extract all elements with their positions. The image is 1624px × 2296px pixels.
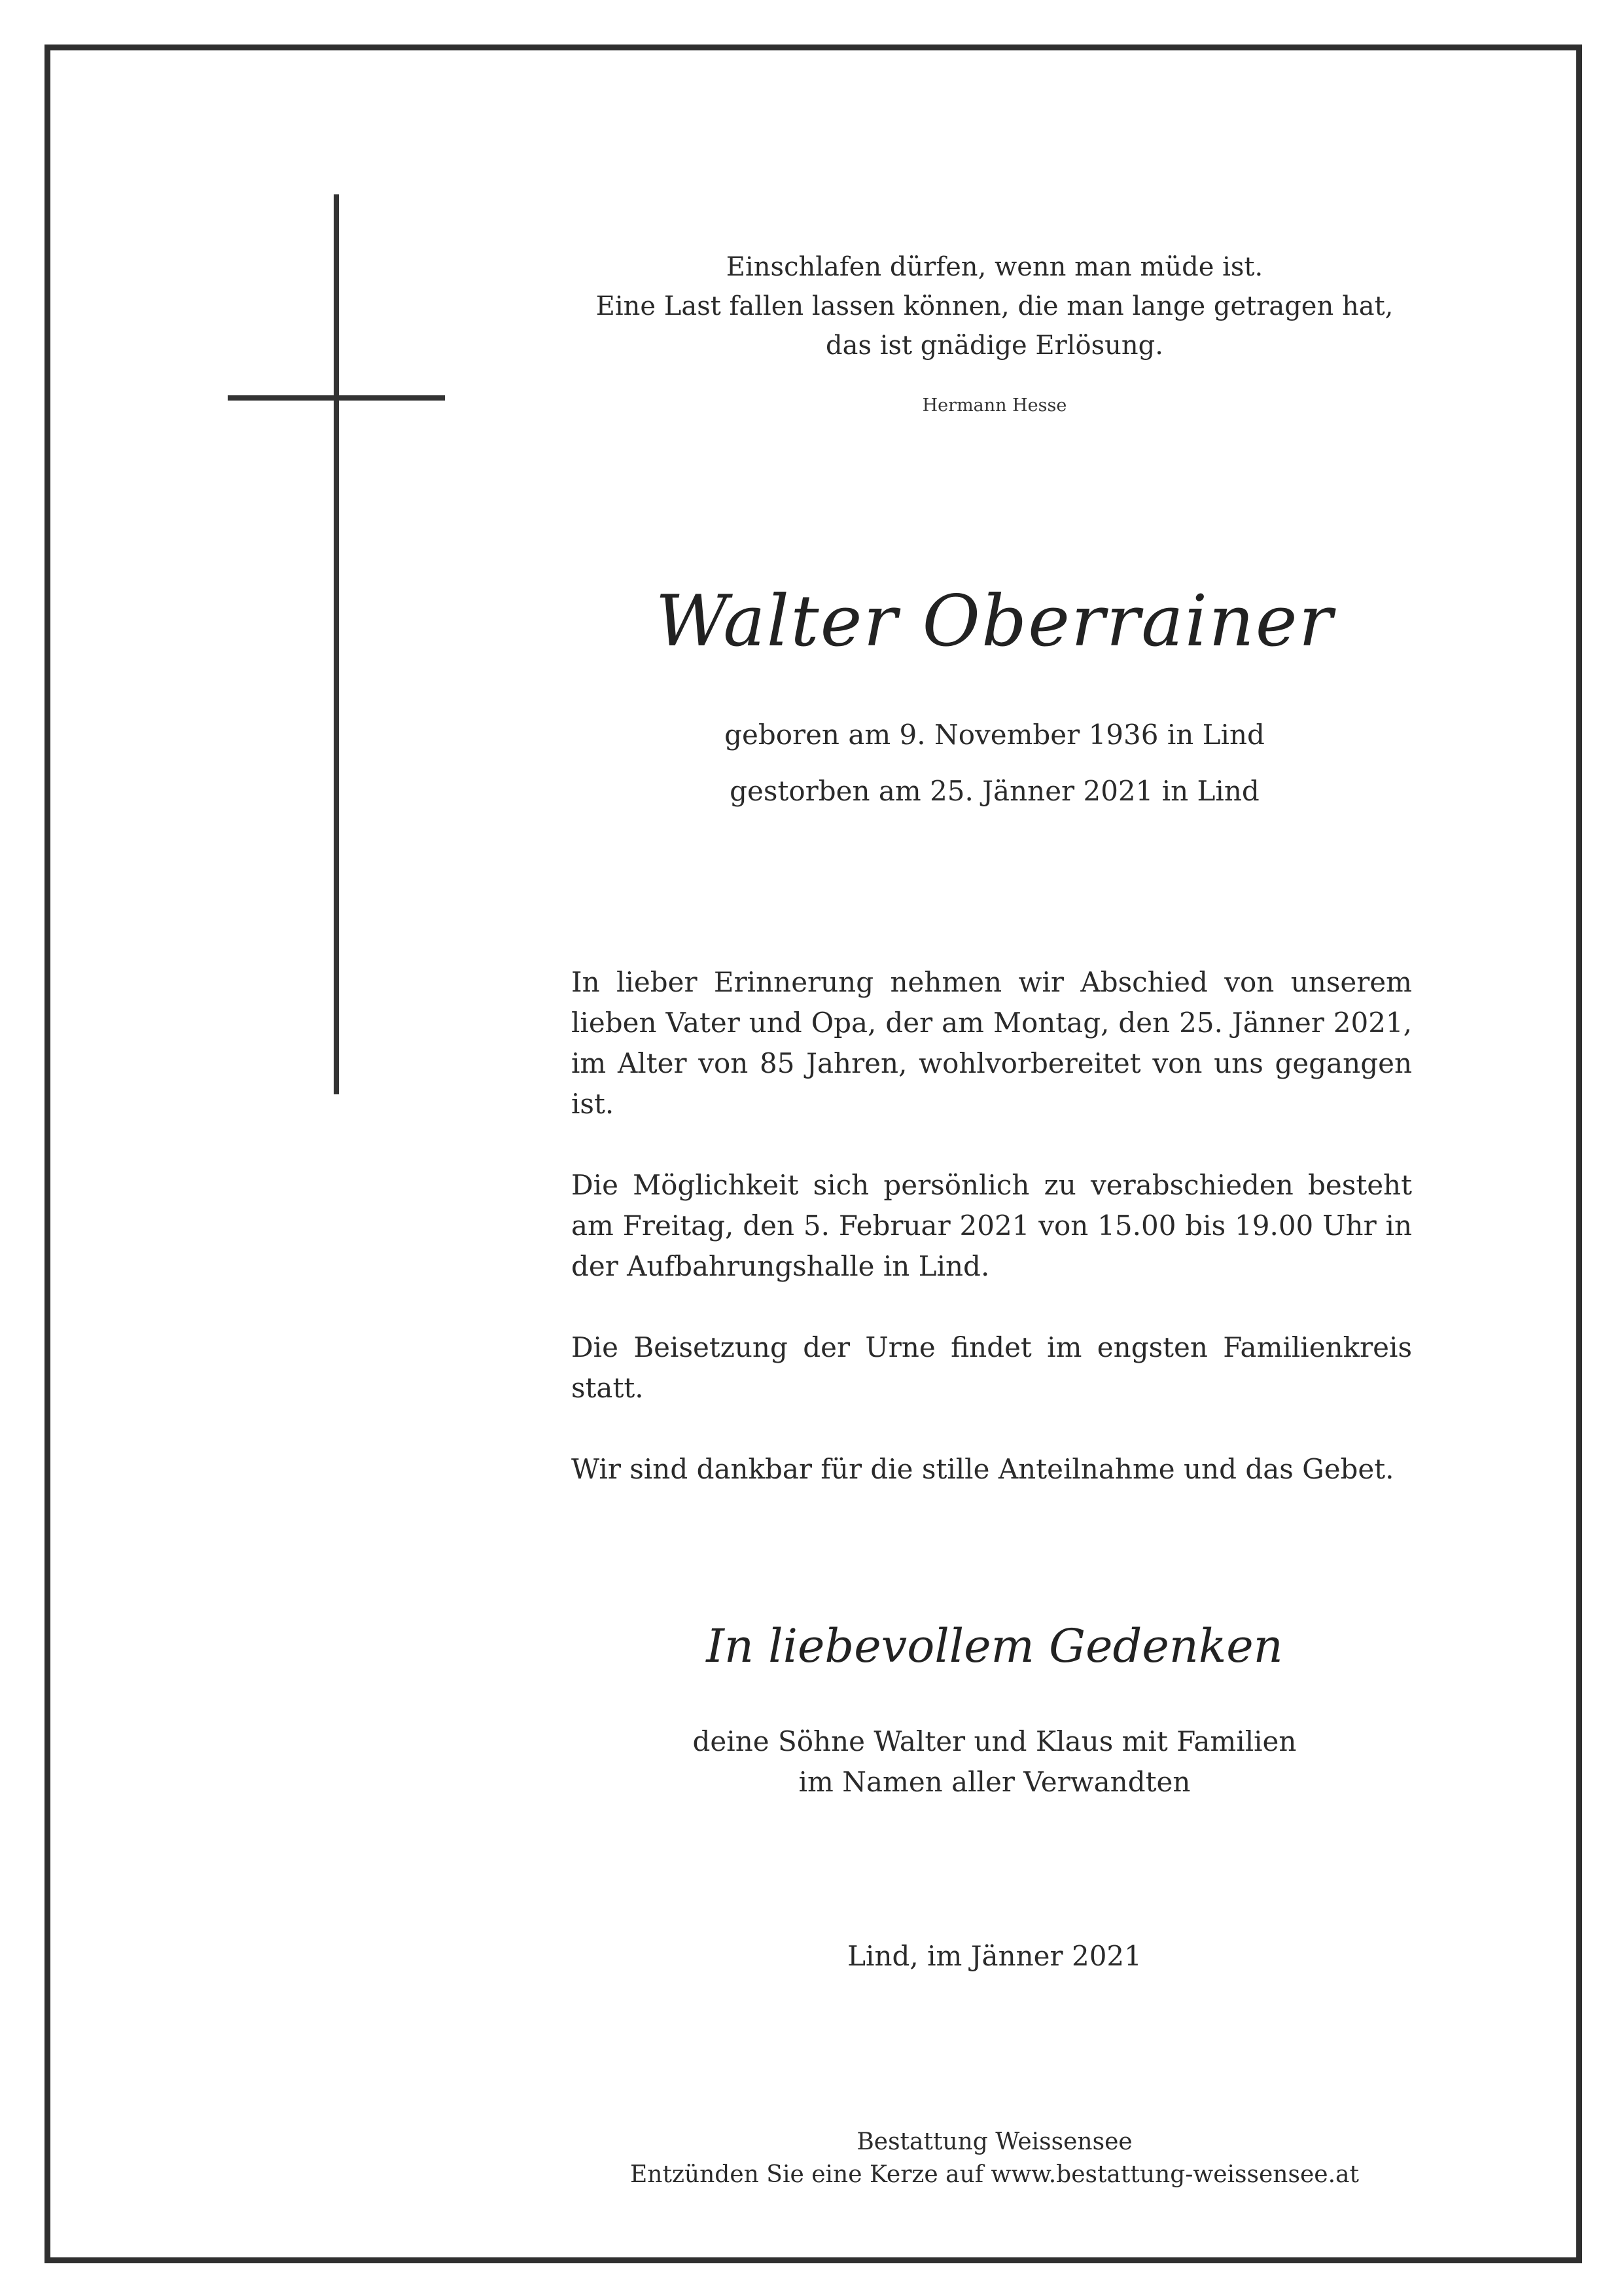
life-dates bbox=[484, 707, 1505, 819]
announcement-text bbox=[571, 962, 1412, 1530]
quote-line: das ist gnädige Erlösung. bbox=[826, 331, 1163, 361]
birth-date: geboren am 9. November 1936 in Lind bbox=[724, 719, 1265, 751]
paragraph-remembrance: In lieber Erinnerung nehmen wir Abschied von unserem lieben Vater und Opa, der am Montag, den 25. Jänner 2021, im Alter von 85 Jahren, wohlvorbereitet von uns gegangen ist. bbox=[571, 966, 1412, 1120]
paragraph-thanks: Wir sind dankbar für die stille Anteilnahme und das Gebet. bbox=[571, 1453, 1394, 1485]
quote bbox=[484, 247, 1505, 365]
footer-candle-link[interactable]: Entzünden Sie eine Kerze auf www.bestattung-weissensee.at bbox=[630, 2161, 1359, 2188]
family-line: im Namen aller Verwandten bbox=[798, 1766, 1191, 1798]
footer bbox=[484, 2126, 1505, 2191]
footer-company: Bestattung Weissensee bbox=[856, 2128, 1133, 2155]
cross-vertical-bar bbox=[334, 194, 339, 1094]
family-signature bbox=[484, 1721, 1505, 1803]
quote-line: Einschlafen dürfen, wenn man müde ist. bbox=[726, 252, 1263, 282]
quote-line: Eine Last fallen lassen können, die man lange getragen hat, bbox=[595, 291, 1394, 321]
death-date: gestorben am 25. Jänner 2021 in Lind bbox=[730, 775, 1260, 807]
quote-author: Hermann Hesse bbox=[922, 395, 1067, 416]
closing-heading: In liebevollem Gedenken bbox=[706, 1619, 1283, 1673]
cross-horizontal-bar bbox=[228, 395, 445, 401]
paragraph-burial: Die Beisetzung der Urne findet im engsten Familienkreis statt. bbox=[571, 1331, 1412, 1404]
family-line: deine Söhne Walter und Klaus mit Familien bbox=[692, 1725, 1297, 1757]
paragraph-viewing: Die Möglichkeit sich persönlich zu verabschieden besteht am Freitag, den 5. Februar 2021 von 15.00 bis 19.00 Uhr in der Aufbahrungshalle in Lind. bbox=[571, 1169, 1412, 1282]
deceased-name: Walter Oberrainer bbox=[655, 581, 1334, 662]
place-date: Lind, im Jänner 2021 bbox=[847, 1940, 1142, 1972]
